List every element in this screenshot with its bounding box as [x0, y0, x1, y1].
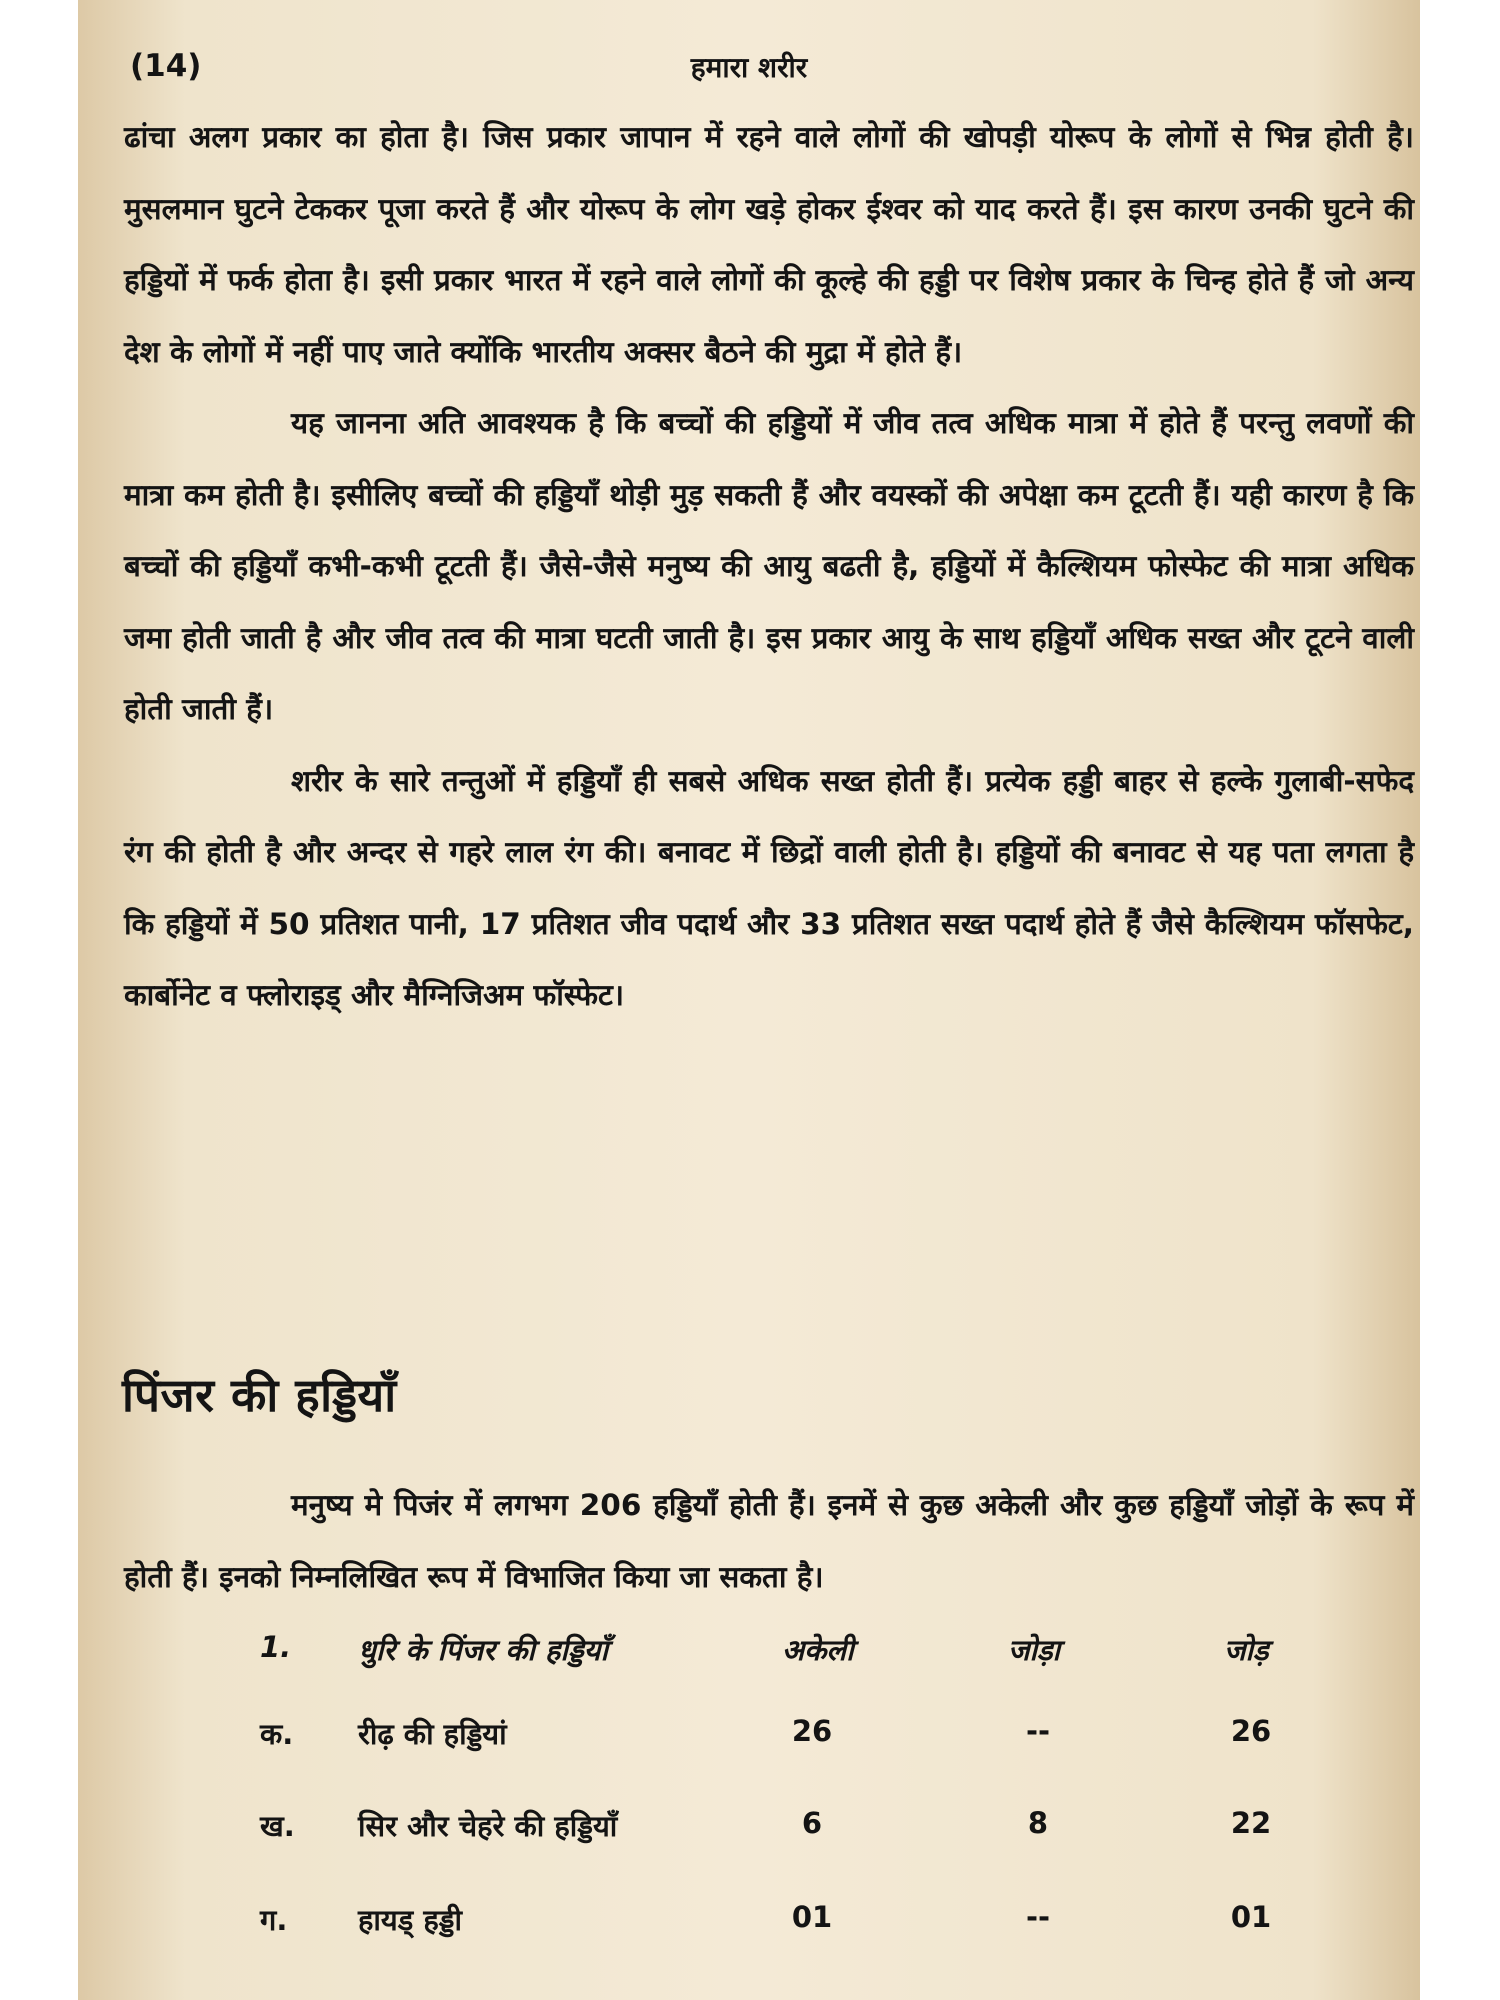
row-name: हायड् हड्डी [358, 1903, 462, 1937]
table-row [78, 1714, 1420, 1754]
book-page [78, 0, 1420, 2000]
paragraph-3: शरीर के सारे तन्तुओं में हड्डियाँ ही सबसे अधिक सख्त होती हैं। प्रत्येक हड्डी बाहर से हल्के गुलाबी-सफेद रंग की होती है और अन्दर से गहरे लाल रंग की। बनावट में छिद्रों वाली होती है। हड्डियों की बनावट से यह पता लगता है कि हड्डियों में 50 प्रतिशत पानी, 17 प्रतिशत जीव पदार्थ और 33 प्रतिशत सख्त पदार्थ होते हैं जैसे कैल्शियम फॉसफेट, कार्बोनेट व फ्लोराइड् और मैग्निजिअम फॉस्फेट। [124, 763, 1414, 1012]
row-single: 26 [791, 1714, 833, 1748]
paragraph-2: यह जानना अति आवश्यक है कि बच्चों की हड्डियों में जीव तत्व अधिक मात्रा में होते हैं परन्तु लवणों की मात्रा कम होती है। इसीलिए बच्चों की हड्डियाँ थोड़ी मुड़ सकती हैं और वयस्कों की अपेक्षा कम टूटती हैं। यही कारण है कि बच्चों की हड्डियाँ कभी-कभी टूटती हैं। जैसे-जैसे मनुष्य की आयु बढती है, हड्डियों में कैल्शियम फोस्फेट की मात्रा अधिक जमा होती जाती है और जीव तत्व की मात्रा घटती जाती है। इस प्रकार आयु के साथ हड्डियाँ अधिक सख्त और टूटने वाली होती जाती हैं। [124, 406, 1414, 726]
header-label: 1. [260, 1630, 292, 1664]
row-label: क. [260, 1717, 294, 1751]
row-total: 26 [1230, 1714, 1272, 1748]
section-intro [124, 1470, 1414, 1613]
bone-table-header [78, 1630, 1420, 1670]
row-total: 22 [1230, 1806, 1272, 1840]
running-head [78, 48, 1420, 88]
header-single: अकेली [782, 1633, 854, 1667]
running-title: हमारा शरीर [690, 51, 808, 84]
section-heading: पिंजर की हड्डियाँ [122, 1368, 397, 1422]
table-row [78, 1900, 1420, 1940]
paragraph-1: ढांचा अलग प्रकार का होता है। जिस प्रकार जापान में रहने वाले लोगों की खोपड़ी योरूप के लोगों से भिन्न होती है। मुसलमान घुटने टेककर पूजा करते हैं और योरूप के लोग खड़े होकर ईश्वर को याद करते हैं। इस कारण उनकी घुटने की हड्डियों में फर्क होता है। इसी प्रकार भारत में रहने वाले लोगों की कूल्हे की हड्डी पर विशेष प्रकार के चिन्ह होते हैं जो अन्य देश के लोगों में नहीं पाए जाते क्योंकि भारतीय अक्सर बैठने की मुद्रा में होते हैं। [124, 120, 1414, 369]
body-text [124, 102, 1414, 1032]
row-label: ग. [260, 1903, 288, 1937]
page-number: (14) [130, 48, 202, 84]
row-name: रीढ़ की हड्डियां [358, 1717, 507, 1751]
row-single: 01 [791, 1900, 833, 1934]
header-paired: जोड़ा [1008, 1633, 1061, 1667]
row-paired: -- [1025, 1900, 1051, 1934]
section-intro-paragraph: मनुष्य मे पिजंर में लगभग 206 हड्डियाँ होती हैं। इनमें से कुछ अकेली और कुछ हड्डियाँ जोड़ों के रूप में होती हैं। इनको निम्नलिखित रूप में विभाजित किया जा सकता है। [124, 1488, 1414, 1594]
header-total: जोड़ [1224, 1633, 1269, 1667]
header-name: धुरि के पिंजर की हड्डियाँ [358, 1633, 608, 1667]
row-label: ख. [260, 1809, 295, 1843]
row-total: 01 [1230, 1900, 1272, 1934]
row-single: 6 [801, 1806, 823, 1840]
row-paired: -- [1025, 1714, 1051, 1748]
row-name: सिर और चेहरे की हड्डियाँ [358, 1809, 618, 1843]
table-row [78, 1806, 1420, 1846]
row-paired: 8 [1027, 1806, 1049, 1840]
